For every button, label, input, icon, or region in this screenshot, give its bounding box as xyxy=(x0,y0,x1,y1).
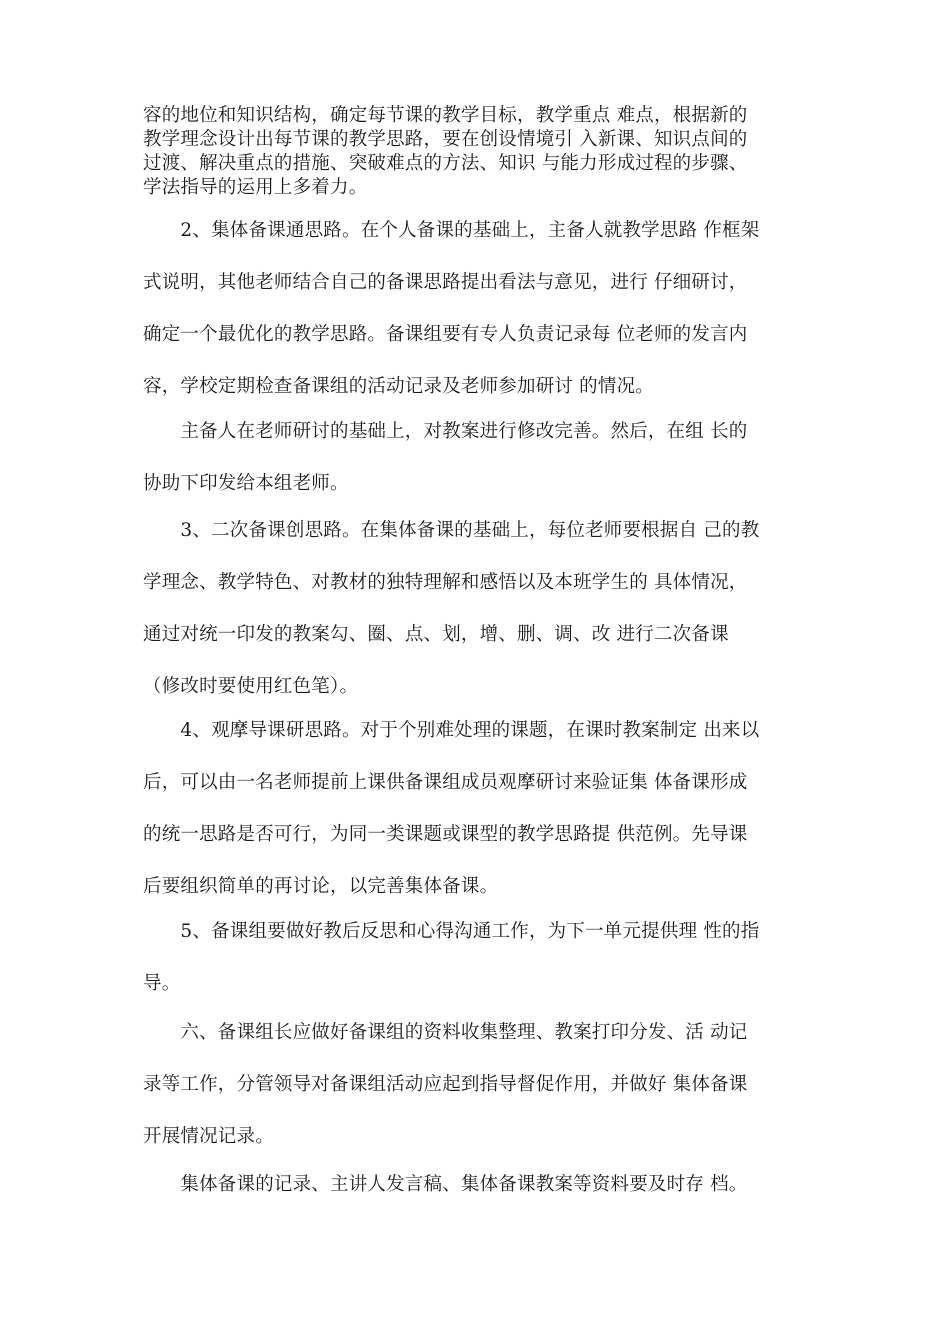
text-line: 导。 xyxy=(143,973,181,994)
text-line: 学法指导的运用上多着力。 xyxy=(143,177,368,198)
paragraph-item-4 xyxy=(143,705,823,913)
text-line: 4、观摩导课研思路。对于个别难处理的课题，在课时教案制定 出来以 xyxy=(143,720,760,741)
text-line: 2、集体备课通思路。在个人备课的基础上，主备人就教学思路 作框架 xyxy=(143,220,760,241)
text-line: 六、备课组长应做好备课组的资料收集整理、教案打印分发、活 动记 xyxy=(143,1022,748,1043)
text-line: （修改时要使用红色笔）。 xyxy=(143,676,359,697)
text-line: 录等工作，分管领导对备课组活动应起到指导督促作用，并做好 集体备课 xyxy=(143,1074,748,1095)
text-line: 确定一个最优化的教学思路。备课组要有专人负责记录每 位老师的发言内 xyxy=(143,324,748,345)
paragraph-main-preparer xyxy=(143,406,823,510)
paragraph-item-3 xyxy=(143,505,823,713)
text-line: 通过对统一印发的教案勾、圈、点、划，增、删、调、改 进行二次备课 xyxy=(143,624,729,645)
text-line: 后，可以由一名老师提前上课供备课组成员观摩研讨来验证集 体备课形成 xyxy=(143,772,748,793)
paragraph-archiving xyxy=(143,1159,823,1211)
text-line: 式说明，其他老师结合自己的备课思路提出看法与意见，进行 仔细研讨， xyxy=(143,272,748,293)
text-line: 主备人在老师研讨的基础上，对教案进行修改完善。然后，在组 长的 xyxy=(143,421,748,442)
text-line: 容，学校定期检查备课组的活动记录及老师参加研讨 的情况。 xyxy=(143,376,654,397)
text-line: 的统一思路是否可行，为同一类课题或课型的教学思路提 供范例。先导课 xyxy=(143,824,748,845)
paragraph-item-2 xyxy=(143,205,823,413)
text-line: 开展情况记录。 xyxy=(143,1126,274,1147)
text-line: 协助下印发给本组老师。 xyxy=(143,473,349,494)
text-line: 后要组织简单的再讨论，以完善集体备课。 xyxy=(143,876,499,897)
text-line: 过渡、解决重点的措施、突破难点的方法、知识 与能力形成过程的步骤、 xyxy=(143,153,748,174)
text-line: 教学理念设计出每节课的教学思路，要在创设情境引 入新课、知识点间的 xyxy=(143,129,748,150)
paragraph-item-six xyxy=(143,1007,823,1163)
paragraph-item-5 xyxy=(143,906,823,1010)
text-line: 学理念、教学特色、对教材的独特理解和感悟以及本班学生的 具体情况， xyxy=(143,572,748,593)
text-line: 5、备课组要做好教后反思和心得沟通工作，为下一单元提供理 性的指 xyxy=(143,921,760,942)
text-line: 集体备课的记录、主讲人发言稿、集体备课教案等资料要及时存 档。 xyxy=(143,1174,748,1195)
text-line: 3、二次备课创思路。在集体备课的基础上，每位老师要根据自 己的教 xyxy=(143,520,760,541)
text-line: 容的地位和知识结构，确定每节课的教学目标，教学重点 难点，根据新的 xyxy=(143,105,748,126)
paragraph-lesson-design xyxy=(143,104,823,200)
